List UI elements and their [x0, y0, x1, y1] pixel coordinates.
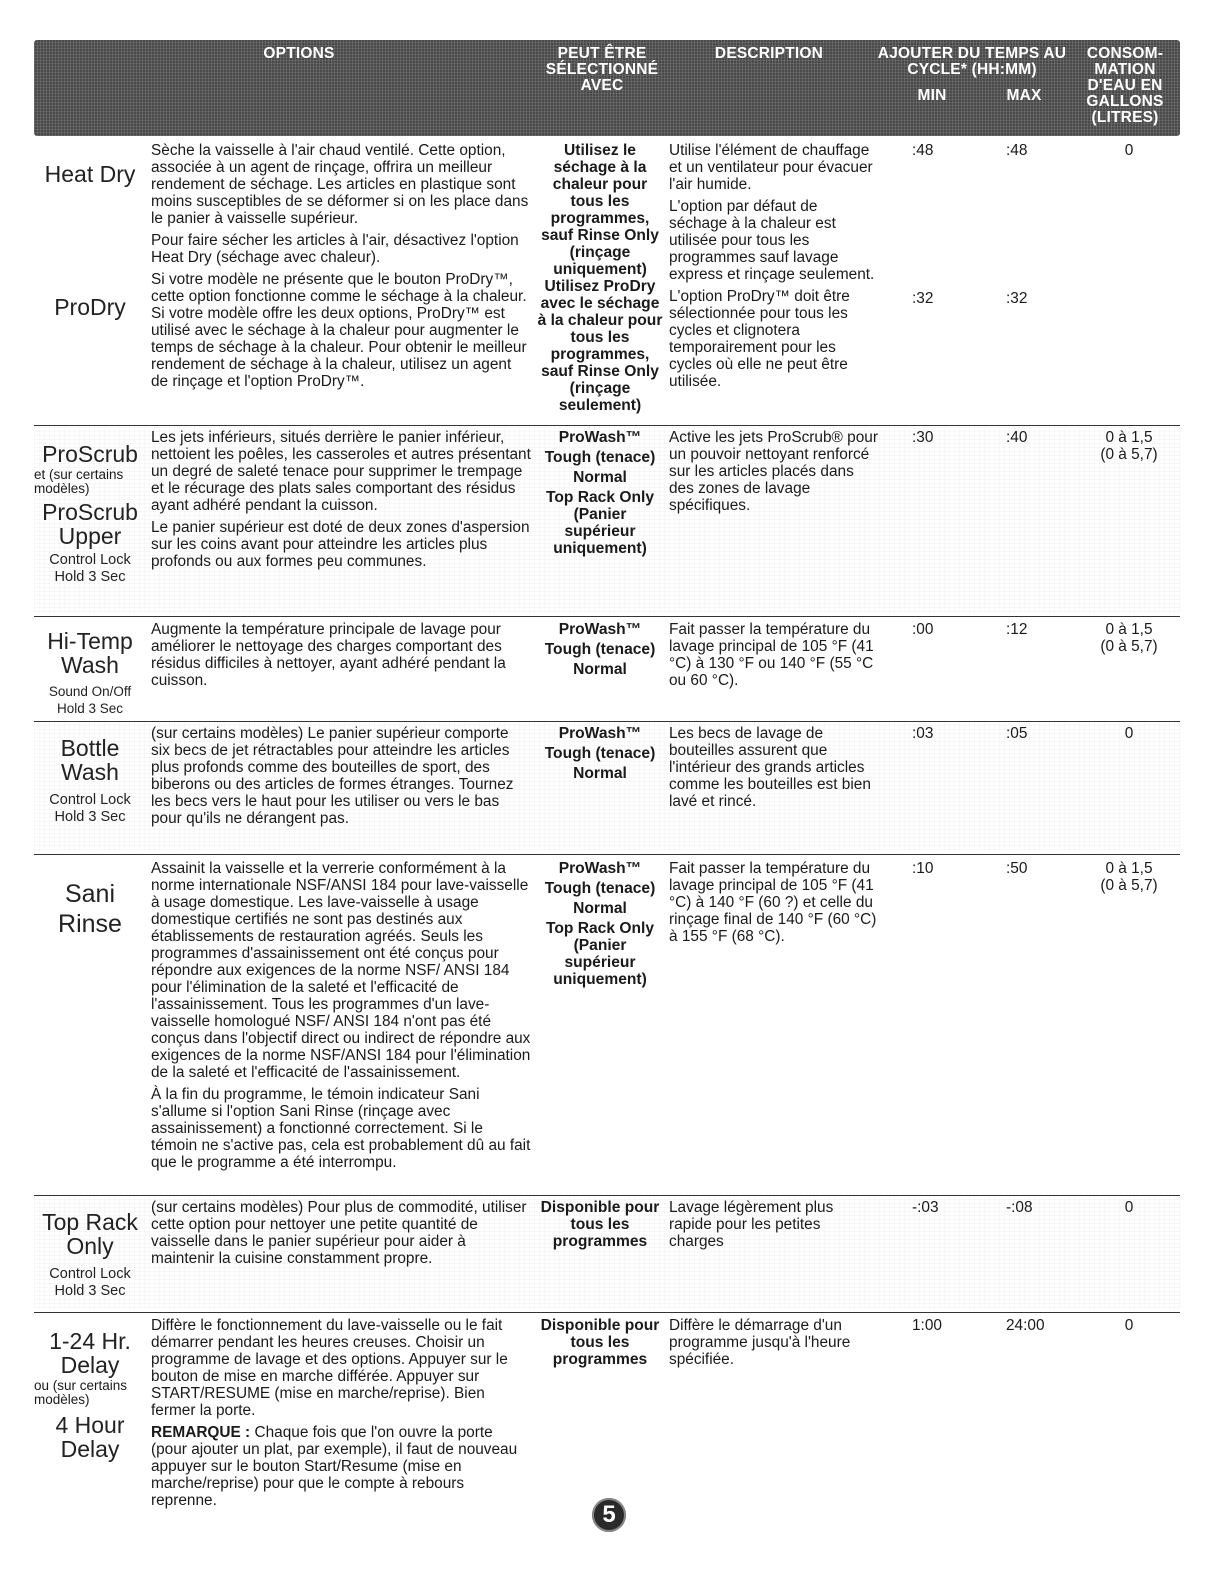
min-time: :10	[912, 860, 934, 877]
water-usage: 0	[1124, 1317, 1134, 1334]
option-sani-rinse: Sani Rinse	[58, 880, 122, 938]
effect-description	[669, 621, 879, 694]
detail-paragraph: (sur certains modèles) Le panier supérieur comporte six becs de jet rétractables pour atteindre les articles plus profonds comme des bouteilles de sport, des biberons ou des articles de formes étranges. Tournez les becs vers le haut pour les utiliser ou vers le bas pour qu'ils ne dérangent pas.	[151, 725, 514, 827]
selectable-with	[537, 429, 663, 557]
option-prodry: ProDry	[54, 294, 126, 320]
header-description: DESCRIPTION	[714, 45, 824, 62]
min-time: :00	[912, 621, 934, 638]
detail-paragraph: À la fin du programme, le témoin indicateur Sani s'allume si l'option Sani Rinse (rinçage avec assainissement) a fonctionné correctement. Si le témoin ne s'active pas, cela est probablement dû au fait que le programme a été interrompu.	[151, 1086, 531, 1171]
control-lock-label: Control Lock Hold 3 Sec	[49, 552, 131, 585]
water-liters: (0 à 5,7)	[1100, 877, 1158, 894]
max-time: :48	[1006, 142, 1028, 159]
detail-paragraph: Pour faire sécher les articles à l'air, désactivez l'option Heat Dry (séchage avec chaleur).	[151, 232, 519, 266]
effect-description	[669, 142, 879, 395]
max-time: :40	[1006, 429, 1028, 446]
effect-description	[669, 1199, 879, 1255]
max-time: :32	[1006, 290, 1028, 307]
option-proscrub-upper: ProScrub Upper	[42, 499, 138, 549]
detail-paragraph	[151, 1424, 531, 1509]
table-row	[34, 721, 1180, 850]
min-time: :03	[912, 725, 934, 742]
option-detail	[151, 429, 531, 575]
option-detail	[151, 1199, 531, 1272]
water-usage	[1084, 429, 1174, 463]
header-options: OPTIONS	[263, 45, 335, 62]
detail-paragraph: Sèche la vaisselle à l'air chaud ventilé. Cette option, associée à un agent de rinçage, offrira un meilleur rendement de séchage. Les articles en plastique sont moins susceptibles de se déformer si on les place dans le panier à vaisselle supérieur.	[151, 142, 529, 227]
selectable-with: Disponible pour tous les programmes	[540, 1317, 660, 1368]
water-gallons: 0 à 1,5	[1105, 860, 1153, 877]
max-time: :50	[1006, 860, 1028, 877]
detail-paragraph: Si votre modèle ne présente que le bouton ProDry™, cette option fonctionne comme le séchage à la chaleur. Si votre modèle offre les deux options, ProDry™ est utilisé avec le séchage à la chaleur pour augmenter le temps de séchage à la chaleur. Pour obtenir le meilleur rendement de séchage à la chaleur, utilisez un agent de rinçage et l'option ProDry™.	[151, 271, 527, 390]
remark-label: REMARQUE :	[151, 1424, 251, 1441]
header-min: MIN	[917, 87, 947, 104]
select-option: ProWash™	[558, 621, 642, 638]
detail-paragraph: (sur certains modèles) Pour plus de commodité, utiliser cette option pour nettoyer une petite quantité de vaisselle dans le panier supérieur pour aider à maintenir la cuisine constamment propre.	[151, 1199, 527, 1267]
min-time: :48	[912, 142, 934, 159]
model-note: ou (sur certains modèles)	[34, 1378, 128, 1407]
description-paragraph: Lavage légèrement plus rapide pour les petites charges	[669, 1199, 834, 1250]
selectable-with	[537, 725, 663, 782]
water-liters: (0 à 5,7)	[1100, 446, 1158, 463]
table-row	[34, 854, 1180, 1191]
control-lock-label: Control Lock Hold 3 Sec	[49, 1266, 131, 1299]
select-option: Normal	[573, 900, 627, 917]
water-gallons: 0 à 1,5	[1105, 429, 1153, 446]
option-name	[34, 442, 146, 586]
option-name	[34, 736, 146, 826]
min-time: :32	[912, 290, 934, 307]
description-paragraph: L'option par défaut de séchage à la chaleur est utilisée pour tous les programmes sauf lavage express et rinçage seulement.	[669, 198, 875, 283]
header-max: MAX	[1006, 87, 1042, 104]
water-usage: 0	[1124, 725, 1134, 742]
select-option: Top Rack Only (Panier supérieur uniquement)	[545, 489, 655, 557]
selectable-with: Utilisez le séchage à la chaleur pour tous les programmes, sauf Rinse Only (rinçage uniquement) Utilisez ProDry avec le séchage à la chaleur pour tous les programmes, sauf Rinse Only (rinçage seulement)	[537, 142, 663, 414]
option-detail	[151, 1317, 531, 1514]
select-option: ProWash™	[558, 429, 642, 446]
option-detail	[151, 860, 531, 1176]
header-selectable: PEUT ÊTRE SÉLECTIONNÉ AVEC	[545, 45, 659, 94]
table-row	[34, 1312, 1180, 1523]
detail-paragraph: Les jets inférieurs, situés derrière le panier inférieur, nettoient les poêles, les casseroles et autres présentant un degré de saleté tenace pour supprimer le trempage et le récurage des plats sales comportant des résidus ayant adhéré pendant la cuisson.	[151, 429, 531, 514]
min-time: -:03	[912, 1199, 939, 1216]
option-proscrub: ProScrub	[42, 441, 138, 467]
selectable-with	[537, 621, 663, 678]
option-4-hour-delay: 4 Hour Delay	[55, 1412, 125, 1462]
description-paragraph: Utilise l'élément de chauffage et un ventilateur pour évacuer l'air humide.	[669, 142, 873, 193]
options-table	[34, 40, 1180, 1509]
min-time: :30	[912, 429, 934, 446]
max-time: :05	[1006, 725, 1028, 742]
description-paragraph: L'option ProDry™ doit être sélectionnée pour tous les cycles et clignotera temporairement pour les cycles où elle ne peut être utilisée.	[669, 288, 850, 390]
water-usage: 0	[1124, 1199, 1134, 1216]
option-detail	[151, 621, 531, 694]
detail-paragraph: Diffère le fonctionnement du lave-vaisselle ou le fait démarrer pendant les heures creuses. Choisir un programme de lavage et des options. Appuyer sur le bouton de mise en marche différée. Appuyer sur START/RESUME (mise en marche/reprise). Bien fermer la porte.	[151, 1317, 508, 1419]
water-usage: 0	[1124, 142, 1134, 159]
select-option: Normal	[573, 765, 627, 782]
select-option: Tough (tenace)	[544, 641, 656, 658]
option-heat-dry: Heat Dry	[44, 161, 136, 187]
select-option: Tough (tenace)	[544, 745, 656, 762]
table-row	[34, 140, 1180, 420]
option-name	[34, 162, 146, 186]
effect-description	[669, 860, 879, 950]
description-paragraph: Les becs de lavage de bouteilles assurent que l'intérieur des grands articles comme les bouteilles est bien lavé et rincé.	[669, 725, 871, 810]
select-option: ProWash™	[558, 725, 642, 742]
selectable-with	[537, 860, 663, 988]
option-name	[34, 1210, 146, 1300]
option-hi-temp-wash: Hi-Temp Wash	[47, 628, 133, 678]
min-time: 1:00	[912, 1317, 942, 1334]
sound-toggle-label: Sound On/Off Hold 3 Sec	[48, 684, 132, 716]
option-name	[34, 879, 146, 939]
option-name	[34, 1329, 146, 1461]
model-note: et (sur certains modèles)	[34, 467, 124, 496]
effect-description	[669, 1317, 879, 1373]
option-name	[34, 629, 146, 717]
select-option: Normal	[573, 661, 627, 678]
header-add-time: AJOUTER DU TEMPS AU CYCLE* (HH:MM)	[877, 45, 1067, 78]
max-time: -:08	[1006, 1199, 1033, 1216]
effect-description	[669, 725, 879, 815]
max-time: :12	[1006, 621, 1028, 638]
select-option: Top Rack Only (Panier supérieur uniquement)	[545, 920, 655, 988]
detail-paragraph: Le panier supérieur est doté de deux zones d'aspersion sur les coins avant pour atteindre les articles plus profonds ou aux formes peu communes.	[151, 519, 530, 570]
remark-text: Chaque fois que l'on ouvre la porte (pour ajouter un plat, par exemple), il faut de nouveau appuyer sur le bouton Start/Resume (mise en marche/reprise) pour que le compte à rebours reprenne.	[151, 1424, 518, 1509]
description-paragraph: Active les jets ProScrub® pour un pouvoir nettoyant renforcé sur les articles placés dans des zones de lavage spécifiques.	[669, 429, 878, 514]
select-option: Normal	[573, 469, 627, 486]
water-liters: (0 à 5,7)	[1100, 638, 1158, 655]
select-option: Tough (tenace)	[544, 880, 656, 897]
option-detail	[151, 142, 531, 395]
water-usage	[1084, 860, 1174, 894]
selectable-with: Disponible pour tous les programmes	[540, 1199, 660, 1250]
page-number-badge: 5	[592, 1498, 626, 1532]
control-lock-label: Control Lock Hold 3 Sec	[49, 792, 131, 825]
max-time: 24:00	[1006, 1317, 1045, 1334]
table-header	[34, 40, 1180, 136]
table-row	[34, 616, 1180, 717]
option-top-rack-only: Top Rack Only	[42, 1209, 138, 1259]
select-option: ProWash™	[558, 860, 642, 877]
effect-description	[669, 429, 879, 519]
description-paragraph: Fait passer la température du lavage principal de 105 °F (41 °C) à 130 °F ou 140 °F (55 °C ou 60 °C).	[669, 621, 874, 689]
description-paragraph: Diffère le démarrage d'un programme jusqu'à l'heure spécifiée.	[669, 1317, 851, 1368]
description-paragraph: Fait passer la température du lavage principal de 105 °F (41 °C) à 140 °F (60 ?) et celle du rinçage final de 140 °F (60 °C) à 155 °F (68 °C).	[669, 860, 877, 945]
water-gallons: 0 à 1,5	[1105, 621, 1153, 638]
table-row	[34, 1195, 1180, 1308]
header-water: CONSOM-MATION D'EAU EN GALLONS (LITRES)	[1086, 45, 1164, 126]
option-name	[34, 295, 146, 319]
select-option: Tough (tenace)	[544, 449, 656, 466]
option-detail	[151, 725, 531, 832]
option-bottle-wash: Bottle Wash	[60, 735, 120, 785]
water-usage	[1084, 621, 1174, 655]
option-1-24-hr-delay: 1-24 Hr. Delay	[49, 1328, 131, 1378]
detail-paragraph: Augmente la température principale de lavage pour améliorer le nettoyage des charges comportant des résidus difficiles à nettoyer, ayant adhéré pendant la cuisson.	[151, 621, 506, 689]
table-row	[34, 425, 1180, 612]
detail-paragraph: Assainit la vaisselle et la verrerie conformément à la norme internationale NSF/ANSI 184 pour lave-vaisselle à usage domestique. Les lave-vaisselle à usage domestique certifiés ne sont pas destinés aux établissements de restauration agréés. Seuls les programmes d'assainissement ont été conçus pour répondre aux exigences de la norme NSF/ ANSI 184 pour l'élimination de la saleté et l'efficacité de l'assainissement. Tous les programmes d'un lave-vaisselle homologué NSF/ ANSI 184 n'ont pas été conçus dans l'objectif direct ou indirect de répondre aux exigences de la norme NSF/ANSI 184 pour l'élimination de la saleté et l'efficacité de l'assainissement.	[151, 860, 531, 1081]
